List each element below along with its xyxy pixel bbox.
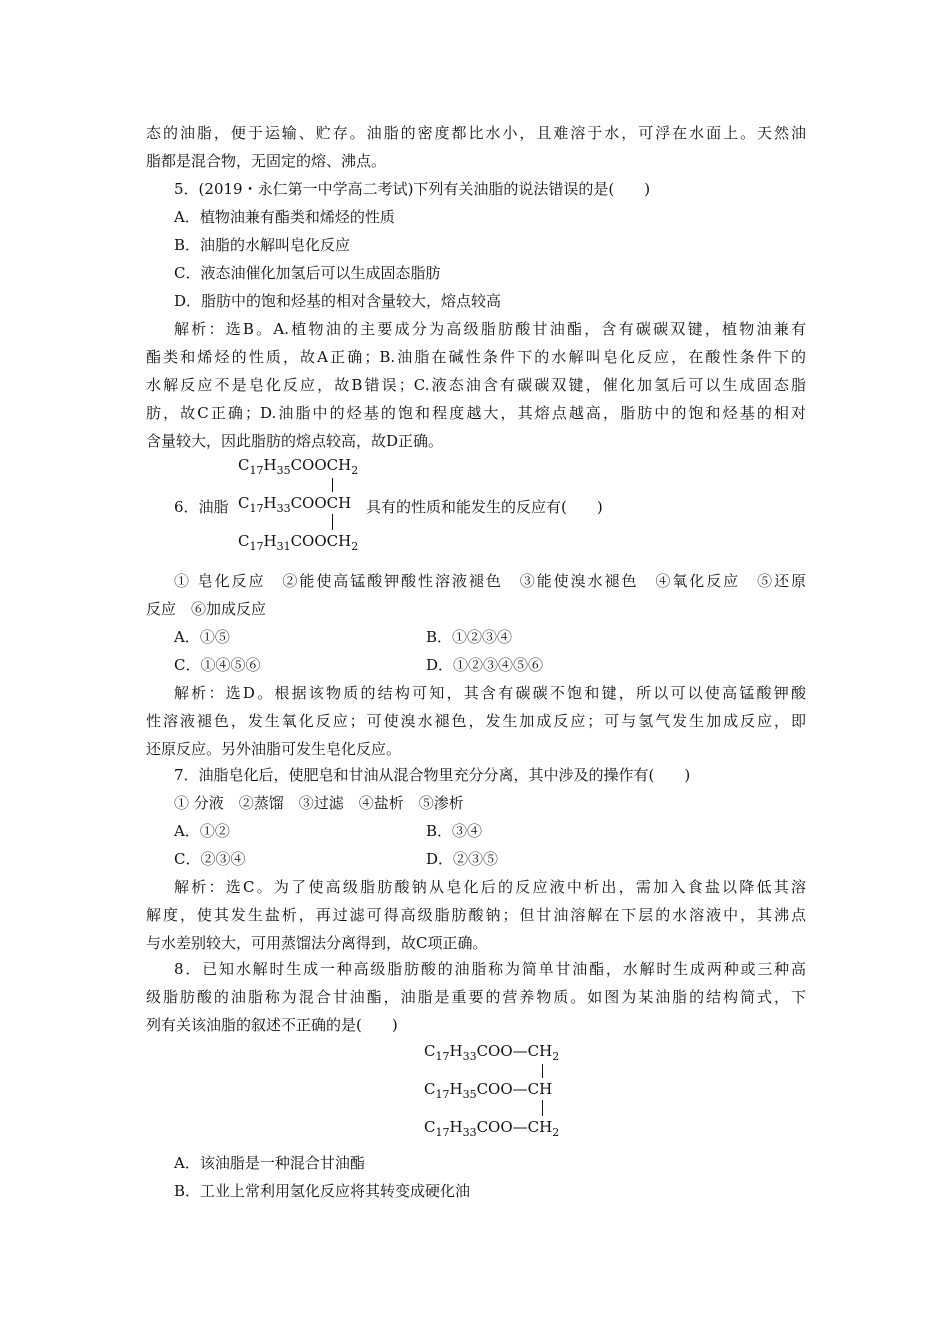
q5-explanation-4: 肪，故C正确；D.油脂中的烃基的饱和程度越大，其熔点越高，脂肪中的饱和烃基的相对 bbox=[146, 404, 806, 422]
q6-explanation-2: 性溶液褪色，发生氧化反应；可使溴水褪色，发生加成反应；可与氢气发生加成反应，即 bbox=[146, 712, 806, 730]
formula-row-2: $C_{17}H_{33}COOCH$ bbox=[238, 494, 352, 515]
q8-stem-3: 列有关该油脂的叙述不正确的是( ) bbox=[146, 1016, 398, 1034]
q7-explanation-1: 解析：选C。为了使高级脂肪酸钠从皂化后的反应液中析出，需加入食盐以降低其溶 bbox=[174, 878, 806, 896]
formula-row-1: $C_{17}H_{35}COOCH_2$ bbox=[238, 456, 359, 477]
q7-option-a: A．①② bbox=[174, 822, 230, 840]
q6-option-d: D．①②③④⑤⑥ bbox=[426, 656, 544, 674]
q5-option-c: C．液态油催化加氢后可以生成固态脂肪 bbox=[174, 264, 441, 282]
q5-explanation-5: 含量较大，因此脂肪的熔点较高，故D正确。 bbox=[146, 432, 444, 450]
formula-row-2: $C_{17}H_{35}COO—CH$ bbox=[424, 1080, 553, 1101]
q6-explanation-3: 还原反应。另外油脂可发生皂化反应。 bbox=[146, 740, 402, 758]
formula-row-1: $C_{17}H_{33}COO—CH_2$ bbox=[424, 1042, 560, 1063]
q5-option-d: D．脂肪中的饱和烃基的相对含量较大，熔点较高 bbox=[174, 292, 502, 310]
q6-option-a: A．①⑤ bbox=[174, 628, 230, 646]
q8-option-a: A．该油脂是一种混合甘油酯 bbox=[174, 1154, 365, 1172]
q6-stem-lead: 6．油脂 bbox=[174, 498, 229, 516]
q7-explanation-2: 解度，使其发生盐析，再过滤可得高级脂肪酸钠；但甘油溶解在下层的水溶液中，其沸点 bbox=[146, 906, 806, 924]
formula-row-3: $C_{17}H_{33}COO—CH_2$ bbox=[424, 1118, 560, 1139]
q5-explanation-2: 酯类和烯烃的性质，故A正确；B.油脂在碱性条件下的水解叫皂化反应，在酸性条件下的 bbox=[146, 348, 806, 366]
q8-option-b: B．工业上常利用氢化反应将其转变成硬化油 bbox=[174, 1182, 471, 1200]
q5-stem: 5．(2019・永仁第一中学高二考试)下列有关油脂的说法错误的是( ) bbox=[174, 180, 651, 198]
formula-row-3: $C_{17}H_{31}COOCH_2$ bbox=[238, 532, 359, 553]
q8-stem-2: 级脂肪酸的油脂称为混合甘油酯，油脂是重要的营养物质。如图为某油脂的结构简式，下 bbox=[146, 988, 806, 1006]
q6-option-c: C．①④⑤⑥ bbox=[174, 656, 261, 674]
q7-option-b: B．③④ bbox=[426, 822, 483, 840]
q6-structural-formula bbox=[238, 456, 368, 556]
q6-reaction-list-1: ① 皂化反应 ②能使高锰酸钾酸性溶液褪色 ③能使溴水褪色 ④氧化反应 ⑤还原 bbox=[174, 572, 806, 590]
q6-option-b: B．①②③④ bbox=[426, 628, 513, 646]
q6-stem-tail: 具有的性质和能发生的反应有( ) bbox=[366, 498, 603, 516]
q7-explanation-3: 与水差别较大，可用蒸馏法分离得到，故C项正确。 bbox=[146, 934, 488, 952]
intro-line-1: 态的油脂，便于运输、贮存。油脂的密度都比水小，且难溶于水，可浮在水面上。天然油 bbox=[146, 124, 806, 142]
q7-option-c: C．②③④ bbox=[174, 850, 246, 868]
q5-explanation-1: 解析：选B。A.植物油的主要成分为高级脂肪酸甘油酯，含有碳碳双键，植物油兼有 bbox=[174, 320, 806, 338]
q5-explanation-3: 水解反应不是皂化反应，故B错误；C.液态油含有碳碳双键，催化加氢后可以生成固态脂 bbox=[146, 376, 806, 394]
q7-operation-list: ① 分液 ②蒸馏 ③过滤 ④盐析 ⑤渗析 bbox=[174, 794, 464, 812]
intro-line-2: 脂都是混合物，无固定的熔、沸点。 bbox=[146, 152, 387, 170]
q5-option-a: A．植物油兼有酯类和烯烃的性质 bbox=[174, 208, 395, 226]
q6-explanation-1: 解析：选D。根据该物质的结构可知，其含有碳碳不饱和键，所以可以使高锰酸钾酸 bbox=[174, 684, 806, 702]
q7-option-d: D．②③⑤ bbox=[426, 850, 499, 868]
q5-option-b: B．油脂的水解叫皂化反应 bbox=[174, 236, 351, 254]
q8-structural-formula bbox=[424, 1042, 574, 1142]
q8-stem-1: 8．已知水解时生成一种高级脂肪酸的油脂称为简单甘油酯，水解时生成两种或三种高 bbox=[174, 960, 806, 978]
q7-stem: 7．油脂皂化后，使肥皂和甘油从混合物里充分分离，其中涉及的操作有( ) bbox=[174, 766, 691, 784]
q6-reaction-list-2: 反应 ⑥加成反应 bbox=[146, 600, 267, 618]
